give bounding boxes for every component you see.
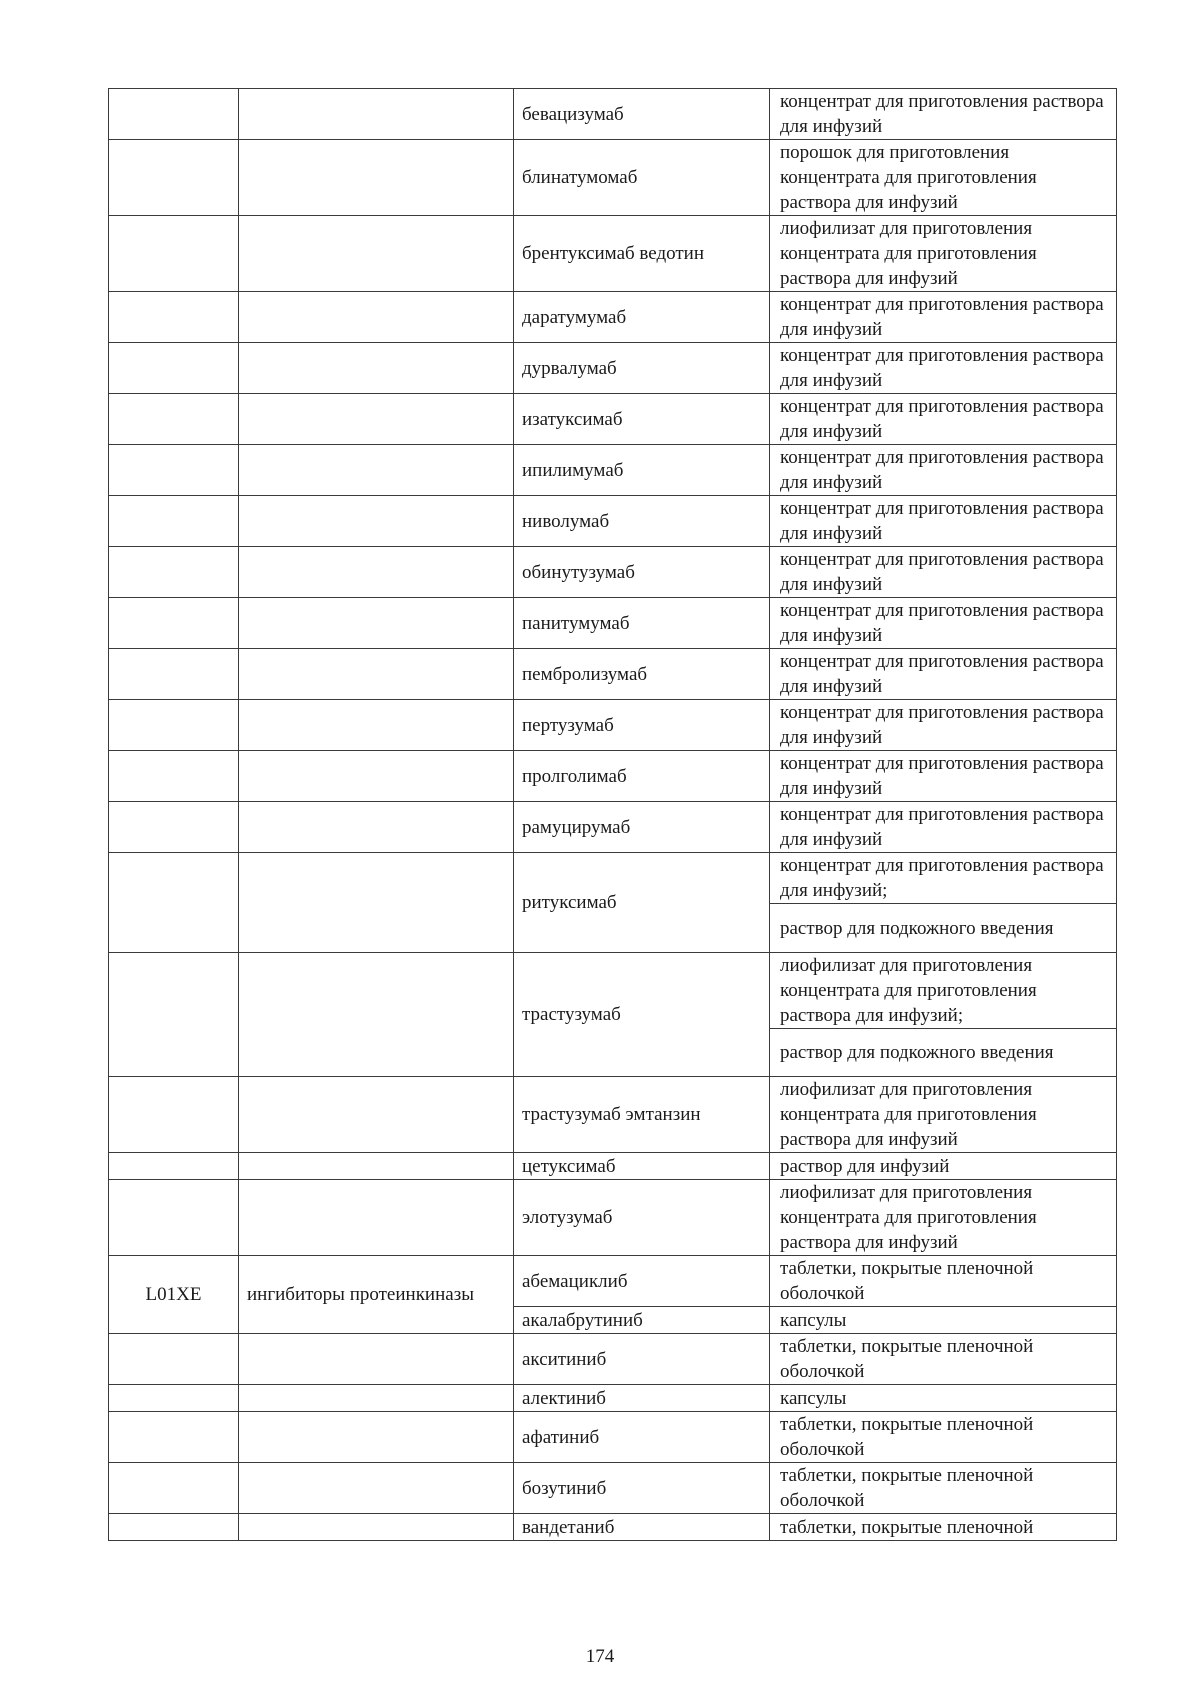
table-row <box>109 1256 1117 1307</box>
group-name-cell <box>239 751 514 802</box>
group-name-cell <box>239 496 514 547</box>
atc-code-cell <box>109 953 239 1077</box>
drug-name-cell: афатиниб <box>514 1412 770 1463</box>
dosage-form-cell: лиофилизат для приготовления концентрата для приготовления раствора для инфузий <box>770 1077 1117 1153</box>
drug-name-cell: ритуксимаб <box>514 853 770 953</box>
drug-name-cell: цетуксимаб <box>514 1153 770 1180</box>
table-row <box>109 394 1117 445</box>
group-name-cell <box>239 598 514 649</box>
group-name-cell <box>239 1412 514 1463</box>
dosage-form-cell: концентрат для приготовления раствора для инфузий; <box>770 853 1117 904</box>
drug-name-cell: бозутиниб <box>514 1463 770 1514</box>
dosage-form-cell: таблетки, покрытые пленочной оболочкой <box>770 1334 1117 1385</box>
table-row <box>109 496 1117 547</box>
table-row <box>109 700 1117 751</box>
dosage-form-cell: таблетки, покрытые пленочной <box>770 1514 1117 1541</box>
table-row <box>109 445 1117 496</box>
dosage-form-cell: таблетки, покрытые пленочной оболочкой <box>770 1412 1117 1463</box>
atc-code-cell <box>109 1334 239 1385</box>
atc-code-cell <box>109 216 239 292</box>
table-row <box>109 1514 1117 1541</box>
table-row <box>109 751 1117 802</box>
atc-code-cell <box>109 598 239 649</box>
drug-name-cell: пертузумаб <box>514 700 770 751</box>
group-name-cell <box>239 292 514 343</box>
drug-name-cell: брентуксимаб ведотин <box>514 216 770 292</box>
dosage-form-cell: концентрат для приготовления раствора для инфузий <box>770 89 1117 140</box>
drug-name-cell: трастузумаб <box>514 953 770 1077</box>
dosage-form-cell: раствор для подкожного введения <box>770 1029 1117 1077</box>
drug-name-cell: элотузумаб <box>514 1180 770 1256</box>
drug-name-cell: пембролизумаб <box>514 649 770 700</box>
dosage-form-cell: концентрат для приготовления раствора для инфузий <box>770 445 1117 496</box>
drug-name-cell: акалабрутиниб <box>514 1307 770 1334</box>
dosage-form-cell: концентрат для приготовления раствора для инфузий <box>770 496 1117 547</box>
atc-code-cell <box>109 140 239 216</box>
table-row <box>109 1153 1117 1180</box>
dosage-form-cell: концентрат для приготовления раствора для инфузий <box>770 751 1117 802</box>
dosage-form-cell: концентрат для приготовления раствора для инфузий <box>770 394 1117 445</box>
atc-code-cell <box>109 394 239 445</box>
atc-code-cell <box>109 751 239 802</box>
table-row <box>109 598 1117 649</box>
drug-name-cell: панитумумаб <box>514 598 770 649</box>
drug-name-cell: абемациклиб <box>514 1256 770 1307</box>
drug-name-cell: ипилимумаб <box>514 445 770 496</box>
drug-name-cell: пролголимаб <box>514 751 770 802</box>
group-name-cell <box>239 445 514 496</box>
dosage-form-cell: капсулы <box>770 1385 1117 1412</box>
atc-code-cell <box>109 1412 239 1463</box>
dosage-form-cell: концентрат для приготовления раствора для инфузий <box>770 598 1117 649</box>
drug-table <box>108 88 1117 1541</box>
table-row <box>109 1180 1117 1256</box>
group-name-cell <box>239 1153 514 1180</box>
dosage-form-cell: концентрат для приготовления раствора для инфузий <box>770 292 1117 343</box>
drug-name-cell: обинутузумаб <box>514 547 770 598</box>
group-name-cell <box>239 140 514 216</box>
atc-code-cell <box>109 1385 239 1412</box>
group-name-cell <box>239 547 514 598</box>
group-name-cell <box>239 1463 514 1514</box>
atc-code-cell <box>109 343 239 394</box>
atc-code-cell <box>109 802 239 853</box>
table-row <box>109 1463 1117 1514</box>
dosage-form-cell: раствор для инфузий <box>770 1153 1117 1180</box>
group-name-cell <box>239 1514 514 1541</box>
table-row <box>109 1077 1117 1153</box>
group-name-cell <box>239 649 514 700</box>
atc-code-cell <box>109 292 239 343</box>
atc-code-cell: L01XE <box>109 1256 239 1334</box>
group-name-cell: ингибиторы протеинкиназы <box>239 1256 514 1334</box>
atc-code-cell <box>109 1077 239 1153</box>
table-row <box>109 1412 1117 1463</box>
drug-name-cell: алектиниб <box>514 1385 770 1412</box>
drug-name-cell: вандетаниб <box>514 1514 770 1541</box>
dosage-form-cell: лиофилизат для приготовления концентрата для приготовления раствора для инфузий <box>770 216 1117 292</box>
drug-name-cell: акситиниб <box>514 1334 770 1385</box>
atc-code-cell <box>109 1514 239 1541</box>
drug-name-cell: бевацизумаб <box>514 89 770 140</box>
group-name-cell <box>239 802 514 853</box>
table-row <box>109 649 1117 700</box>
table-row <box>109 216 1117 292</box>
group-name-cell <box>239 853 514 953</box>
dosage-form-cell: раствор для подкожного введения <box>770 904 1117 953</box>
atc-code-cell <box>109 700 239 751</box>
table-row <box>109 802 1117 853</box>
drug-name-cell: трастузумаб эмтанзин <box>514 1077 770 1153</box>
group-name-cell <box>239 394 514 445</box>
dosage-form-cell: таблетки, покрытые пленочной оболочкой <box>770 1256 1117 1307</box>
group-name-cell <box>239 1385 514 1412</box>
dosage-form-cell: концентрат для приготовления раствора для инфузий <box>770 547 1117 598</box>
group-name-cell <box>239 216 514 292</box>
group-name-cell <box>239 953 514 1077</box>
page-number: 174 <box>585 1646 615 1667</box>
table-row <box>109 1385 1117 1412</box>
table-row <box>109 1334 1117 1385</box>
table-row <box>109 547 1117 598</box>
dosage-form-cell: концентрат для приготовления раствора для инфузий <box>770 649 1117 700</box>
group-name-cell <box>239 343 514 394</box>
atc-code-cell <box>109 1153 239 1180</box>
dosage-form-cell: капсулы <box>770 1307 1117 1334</box>
dosage-form-cell: таблетки, покрытые пленочной оболочкой <box>770 1463 1117 1514</box>
atc-code-cell <box>109 496 239 547</box>
atc-code-cell <box>109 547 239 598</box>
drug-name-cell: даратумумаб <box>514 292 770 343</box>
dosage-form-cell: концентрат для приготовления раствора для инфузий <box>770 700 1117 751</box>
drug-name-cell: изатуксимаб <box>514 394 770 445</box>
table-row <box>109 292 1117 343</box>
atc-code-cell <box>109 1463 239 1514</box>
drug-name-cell: блинатумомаб <box>514 140 770 216</box>
dosage-form-cell: концентрат для приготовления раствора для инфузий <box>770 343 1117 394</box>
drug-name-cell: рамуцирумаб <box>514 802 770 853</box>
atc-code-cell <box>109 853 239 953</box>
table-row <box>109 953 1117 1029</box>
table-row <box>109 853 1117 904</box>
group-name-cell <box>239 1077 514 1153</box>
group-name-cell <box>239 700 514 751</box>
dosage-form-cell: лиофилизат для приготовления концентрата для приготовления раствора для инфузий <box>770 1180 1117 1256</box>
drug-name-cell: ниволумаб <box>514 496 770 547</box>
table-row <box>109 89 1117 140</box>
drug-table-body <box>109 89 1117 1541</box>
group-name-cell <box>239 1334 514 1385</box>
drug-name-cell: дурвалумаб <box>514 343 770 394</box>
atc-code-cell <box>109 445 239 496</box>
atc-code-cell <box>109 649 239 700</box>
table-row <box>109 140 1117 216</box>
group-name-cell <box>239 89 514 140</box>
dosage-form-cell: порошок для приготовления концентрата для приготовления раствора для инфузий <box>770 140 1117 216</box>
table-row <box>109 343 1117 394</box>
atc-code-cell <box>109 89 239 140</box>
atc-code-cell <box>109 1180 239 1256</box>
group-name-cell <box>239 1180 514 1256</box>
dosage-form-cell: концентрат для приготовления раствора для инфузий <box>770 802 1117 853</box>
dosage-form-cell: лиофилизат для приготовления концентрата для приготовления раствора для инфузий; <box>770 953 1117 1029</box>
